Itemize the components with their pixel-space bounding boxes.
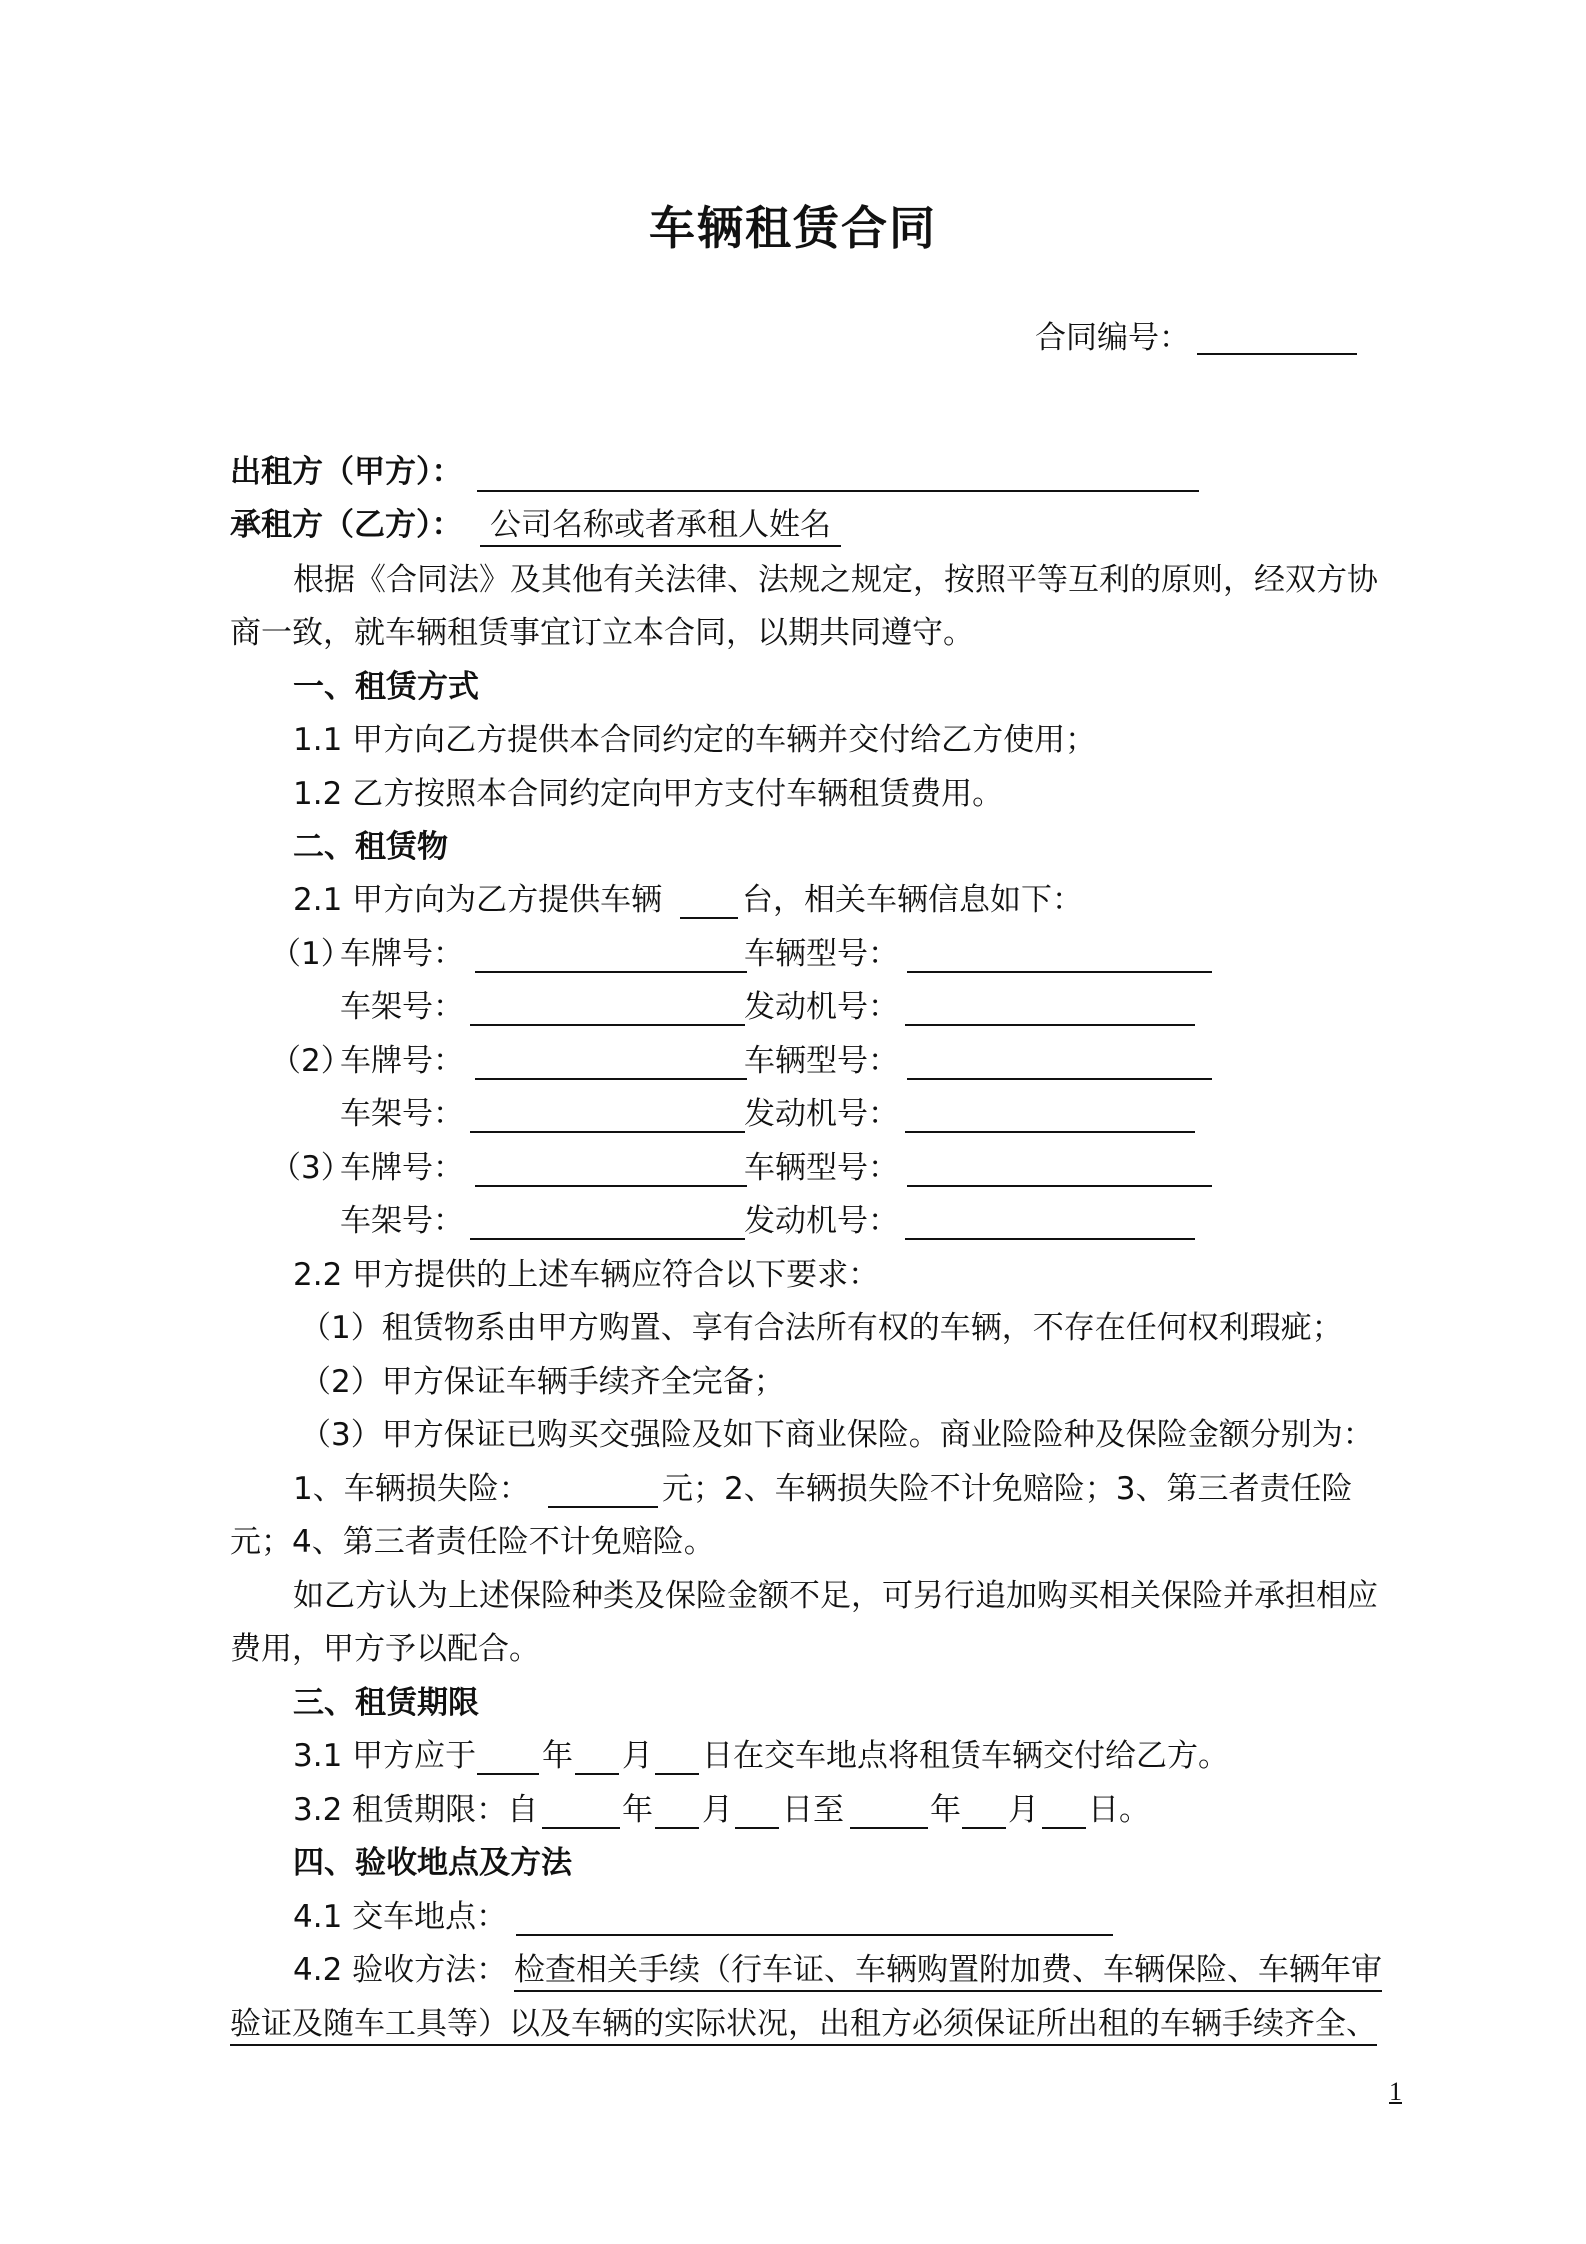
vehicle-1-frame-field[interactable] xyxy=(470,1024,745,1026)
clause-3-1-month: 月 xyxy=(622,1738,653,1774)
clause-4-2-c: 验证及随车工具等）以及车辆的实际状况，出租方必须保证所出租的车辆手续齐全、 xyxy=(230,2004,1377,2046)
vehicle-2-engine-field[interactable] xyxy=(905,1131,1195,1133)
vehicle-2-plate-field[interactable] xyxy=(475,1078,747,1080)
vehicle-1-engine-label: 发动机号： xyxy=(744,989,899,1025)
section-3-heading: 三、租赁期限 xyxy=(293,1685,479,1721)
lessor-field[interactable] xyxy=(477,490,1199,492)
insurance-line-1-b: 元；2、车辆损失险不计免赔险；3、第三者责任险 xyxy=(662,1471,1353,1507)
clause-1-2: 1.2 乙方按照本合同约定向甲方支付车辆租赁费用。 xyxy=(293,776,1004,812)
lessee-field[interactable]: 公司名称或者承租人姓名 xyxy=(480,505,841,547)
vehicle-2-model-label: 车辆型号： xyxy=(744,1043,899,1079)
vehicle-1-engine-field[interactable] xyxy=(905,1024,1195,1026)
clause-3-1-day: 日在交车地点将租赁车辆交付给乙方。 xyxy=(702,1738,1229,1774)
clause-2-1-a: 2.1 甲方向为乙方提供车辆 xyxy=(293,882,663,918)
end-year-field[interactable] xyxy=(850,1827,928,1829)
contract-number-label: 合同编号： xyxy=(1035,320,1190,356)
vehicle-3-frame-label: 车架号： xyxy=(340,1203,464,1239)
vehicle-1-plate-field[interactable] xyxy=(475,971,747,973)
delivery-location-field[interactable] xyxy=(516,1934,1113,1936)
insurance-line-1-a: 1、车辆损失险： xyxy=(293,1471,530,1507)
vehicle-2-plate-label: 车牌号： xyxy=(340,1043,464,1079)
clause-3-1-a: 3.1 甲方应于 xyxy=(293,1738,477,1774)
clause-3-2-day: 日至 xyxy=(782,1792,844,1828)
extra-insurance-line-2: 费用，甲方予以配合。 xyxy=(230,1631,540,1667)
intro-line-2: 商一致，就车辆租赁事宜订立本合同，以期共同遵守。 xyxy=(230,615,974,651)
vehicle-3-plate-label: 车牌号： xyxy=(340,1150,464,1186)
clause-2-1-b: 台，相关车辆信息如下： xyxy=(742,882,1083,918)
vehicle-2-frame-field[interactable] xyxy=(470,1131,745,1133)
clause-2-2-1: （1）租赁物系由甲方购置、享有合法所有权的车辆，不存在任何权利瑕疵； xyxy=(300,1310,1343,1346)
section-2-heading: 二、租赁物 xyxy=(293,829,448,865)
contract-number-field[interactable] xyxy=(1197,353,1357,355)
clause-4-2-a: 4.2 验收方法： xyxy=(293,1952,508,1988)
clause-2-2-2: （2）甲方保证车辆手续齐全完备； xyxy=(300,1364,785,1400)
insurance-line-2: 元；4、第三者责任险不计免赔险。 xyxy=(230,1524,715,1560)
clause-3-2-day-2: 日。 xyxy=(1088,1792,1150,1828)
clause-4-2-b: 检查相关手续（行车证、车辆购置附加费、车辆保险、车辆年审 xyxy=(514,1950,1382,1992)
lessor-label: 出租方（甲方）： xyxy=(230,454,463,490)
clause-2-2: 2.2 甲方提供的上述车辆应符合以下要求： xyxy=(293,1257,880,1293)
delivery-year-field[interactable] xyxy=(477,1773,539,1775)
page-number: 1 xyxy=(1389,2077,1402,2106)
clause-3-2-year: 年 xyxy=(622,1792,653,1828)
vehicle-3-number: （3） xyxy=(270,1150,352,1186)
clause-3-1-year: 年 xyxy=(542,1738,573,1774)
vehicle-2-engine-label: 发动机号： xyxy=(744,1096,899,1132)
clause-2-2-3: （3）甲方保证已购买交强险及如下商业保险。商业险险种及保险金额分别为： xyxy=(300,1417,1374,1453)
document-title: 车辆租赁合同 xyxy=(649,201,937,255)
vehicle-1-plate-label: 车牌号： xyxy=(340,936,464,972)
vehicle-3-model-field[interactable] xyxy=(907,1185,1212,1187)
intro-line-1: 根据《合同法》及其他有关法律、法规之规定，按照平等互利的原则，经双方协 xyxy=(293,562,1378,598)
vehicle-3-model-label: 车辆型号： xyxy=(744,1150,899,1186)
vehicle-1-number: （1） xyxy=(270,936,352,972)
section-1-heading: 一、租赁方式 xyxy=(293,669,479,705)
extra-insurance-line-1: 如乙方认为上述保险种类及保险金额不足，可另行追加购买相关保险并承担相应 xyxy=(293,1578,1378,1614)
vehicle-2-number: （2） xyxy=(270,1043,352,1079)
vehicle-1-model-label: 车辆型号： xyxy=(744,936,899,972)
vehicle-1-frame-label: 车架号： xyxy=(340,989,464,1025)
vehicle-2-frame-label: 车架号： xyxy=(340,1096,464,1132)
vehicle-2-model-field[interactable] xyxy=(907,1078,1212,1080)
vehicle-1-model-field[interactable] xyxy=(907,971,1212,973)
start-month-field[interactable] xyxy=(655,1827,699,1829)
clause-3-2-month-2: 月 xyxy=(1008,1792,1039,1828)
end-month-field[interactable] xyxy=(962,1827,1006,1829)
delivery-day-field[interactable] xyxy=(655,1773,699,1775)
vehicle-3-plate-field[interactable] xyxy=(475,1185,747,1187)
clause-3-2-year-2: 年 xyxy=(930,1792,961,1828)
start-day-field[interactable] xyxy=(735,1827,779,1829)
section-4-heading: 四、验收地点及方法 xyxy=(293,1845,572,1881)
vehicle-count-field[interactable] xyxy=(680,917,738,919)
clause-3-2-month: 月 xyxy=(702,1792,733,1828)
vehicle-3-engine-label: 发动机号： xyxy=(744,1203,899,1239)
clause-3-2-a: 3.2 租赁期限：自 xyxy=(293,1792,539,1828)
vehicle-3-engine-field[interactable] xyxy=(905,1238,1195,1240)
end-day-field[interactable] xyxy=(1042,1827,1086,1829)
clause-1-1: 1.1 甲方向乙方提供本合同约定的车辆并交付给乙方使用； xyxy=(293,722,1097,758)
vehicle-3-frame-field[interactable] xyxy=(470,1238,745,1240)
lessee-label: 承租方（乙方）： xyxy=(230,507,463,543)
delivery-month-field[interactable] xyxy=(575,1773,619,1775)
start-year-field[interactable] xyxy=(542,1827,620,1829)
clause-4-1: 4.1 交车地点： xyxy=(293,1899,508,1935)
vehicle-loss-amount-field[interactable] xyxy=(548,1506,658,1508)
